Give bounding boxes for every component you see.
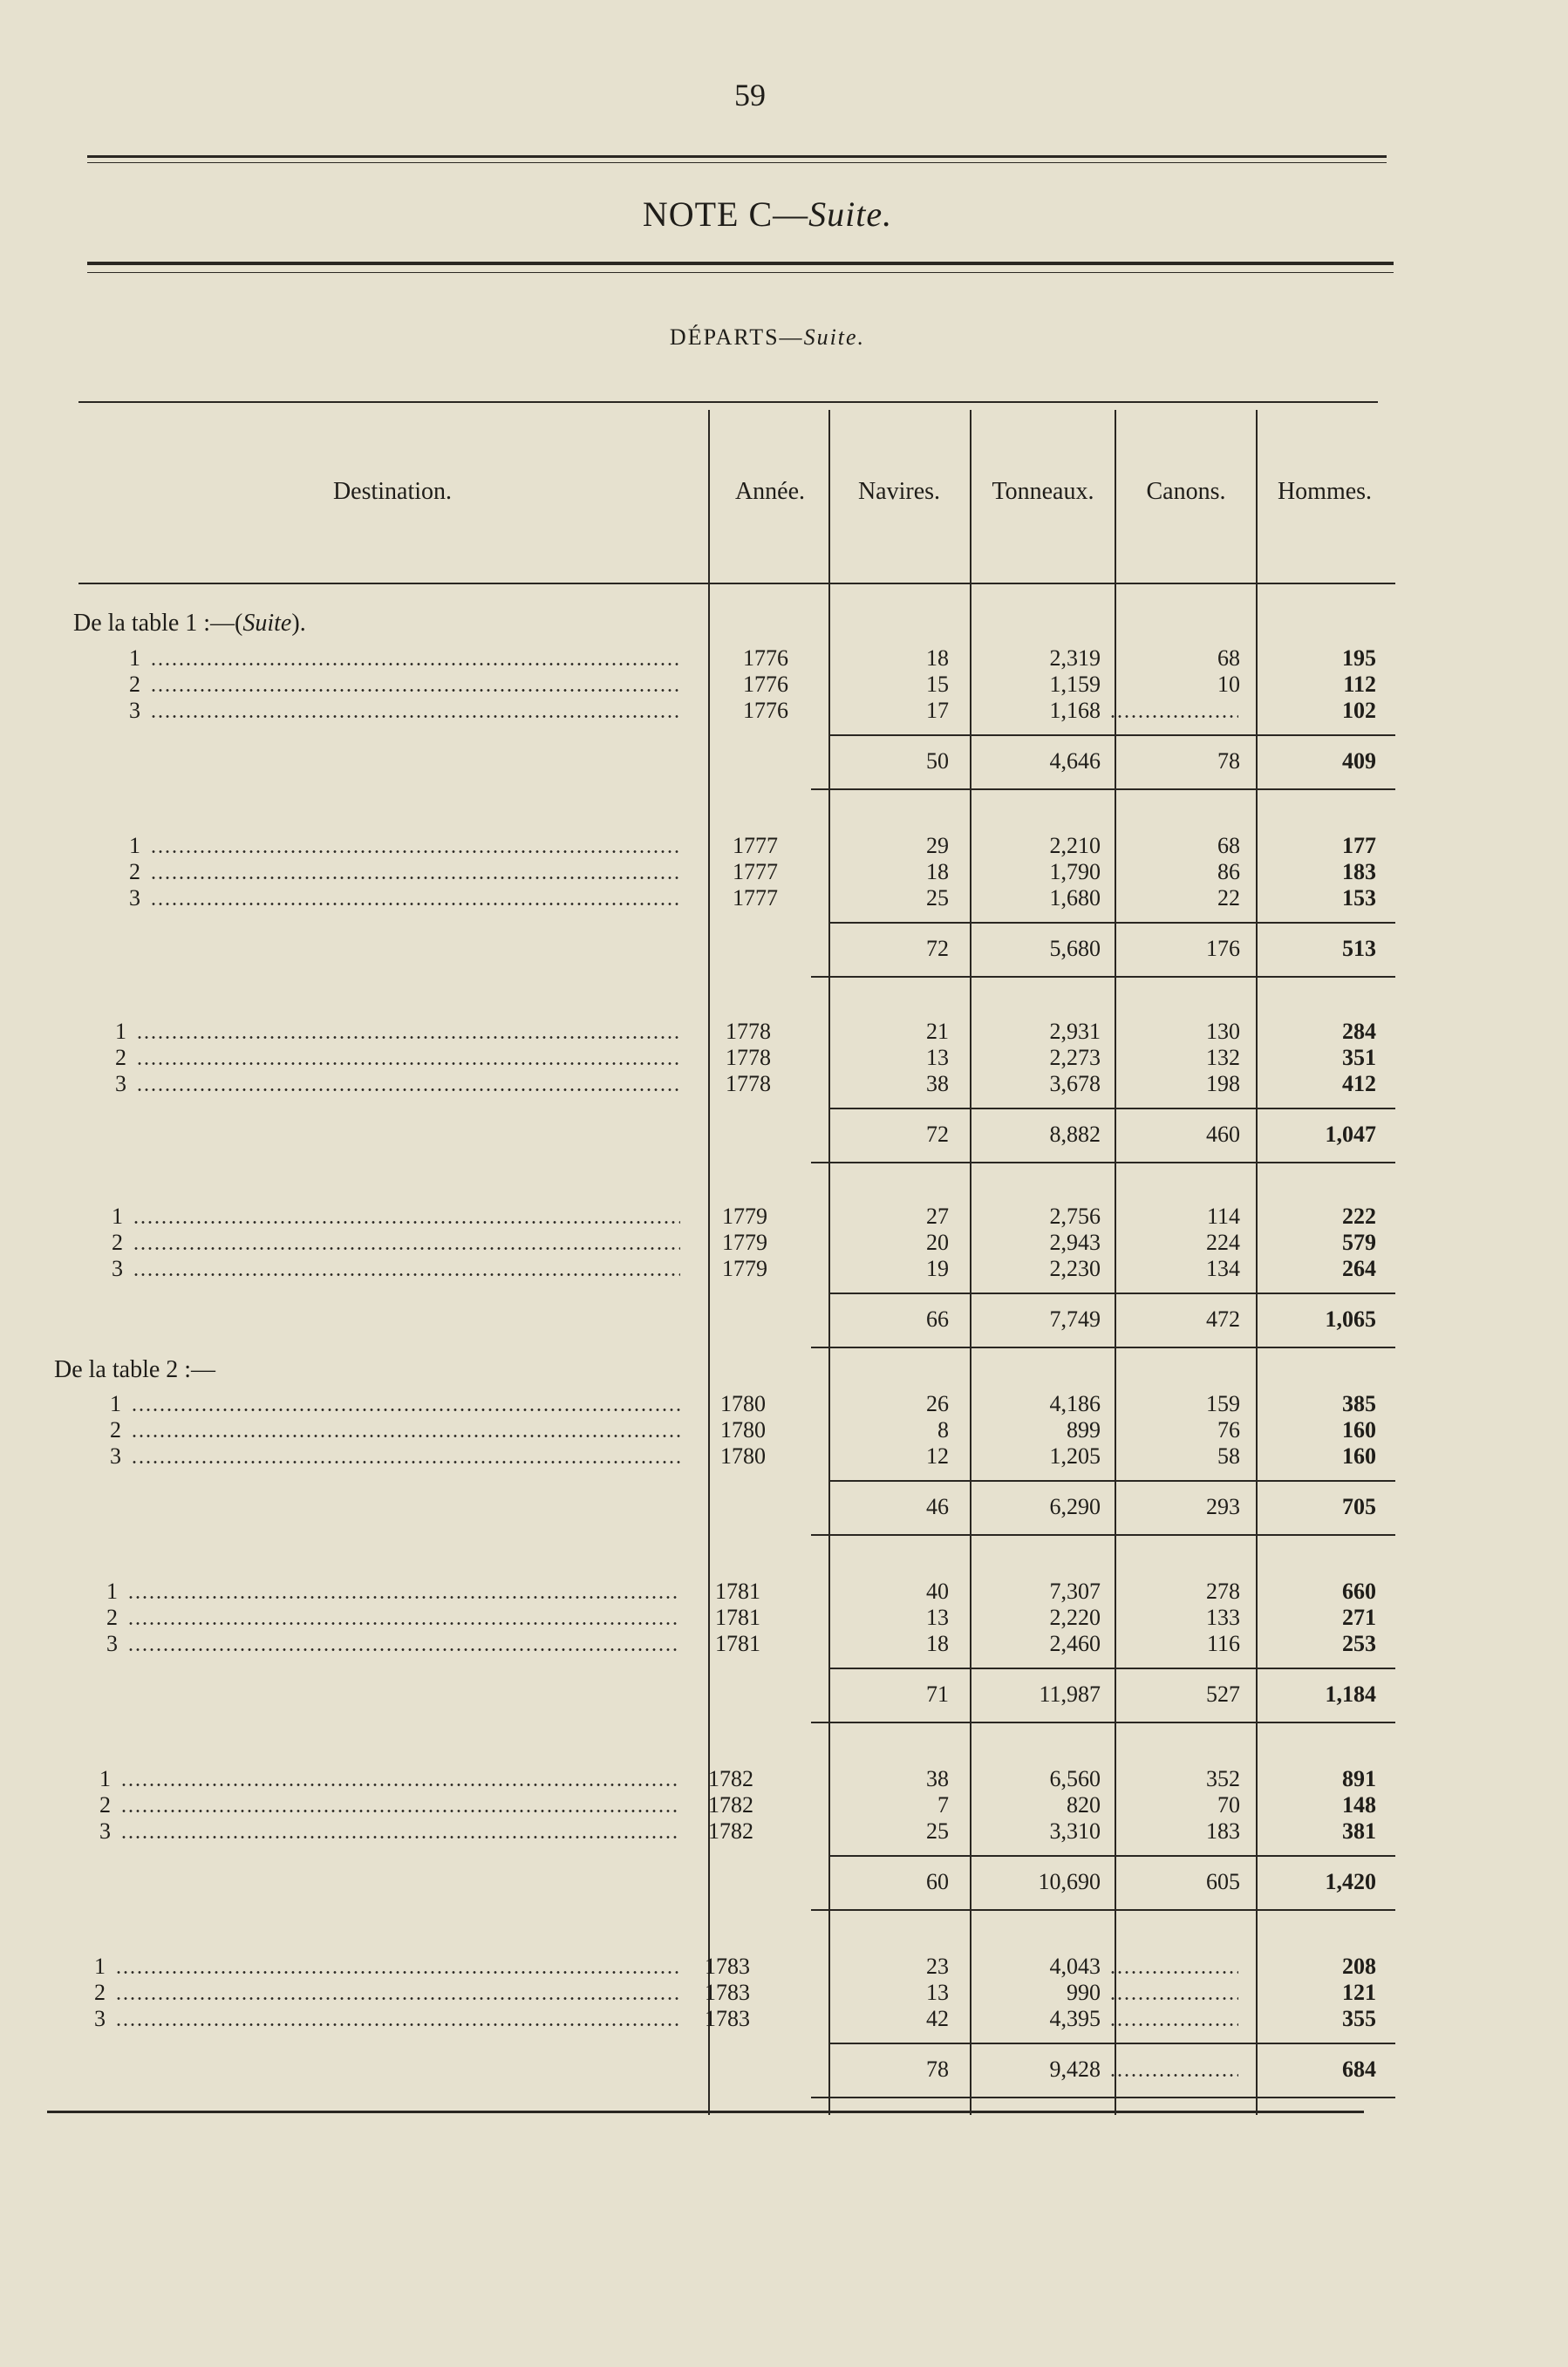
row-annee: 1778 [726, 1071, 771, 1096]
row-hommes: 160 [1342, 1417, 1376, 1443]
row-navires: 18 [926, 859, 949, 884]
row-hommes: 183 [1342, 859, 1376, 884]
column-header-destination: Destination. [332, 478, 453, 505]
total-navires: 72 [926, 1122, 949, 1147]
empty-value-leader [1109, 1997, 1238, 2000]
row-canons: 22 [1217, 885, 1240, 911]
row-tonneaux: 3,310 [1049, 1818, 1101, 1844]
total-navires: 60 [926, 1869, 949, 1894]
dot-leader [115, 1971, 680, 1974]
row-navires: 17 [926, 698, 949, 723]
dot-leader [115, 2023, 680, 2026]
row-tonneaux: 899 [1067, 1417, 1101, 1443]
total-hommes: 1,184 [1325, 1681, 1376, 1707]
row-hommes: 208 [1342, 1954, 1376, 1979]
row-annee: 1777 [733, 833, 778, 858]
total-canons: 293 [1206, 1494, 1240, 1519]
row-canons: 278 [1206, 1579, 1240, 1604]
row-tonneaux: 6,560 [1049, 1766, 1101, 1791]
total-canons: 605 [1206, 1869, 1240, 1894]
sum-rule [828, 2043, 1395, 2044]
title-rule-thin [87, 272, 1394, 273]
dot-leader [150, 689, 680, 692]
row-tonneaux: 1,159 [1049, 672, 1101, 697]
row-tonneaux: 2,273 [1049, 1045, 1101, 1070]
row-annee: 1776 [743, 645, 788, 671]
total-hommes: 1,065 [1325, 1306, 1376, 1332]
dot-leader [150, 850, 680, 853]
dot-leader [133, 1273, 680, 1276]
row-canons: 58 [1217, 1443, 1240, 1469]
row-tonneaux: 3,678 [1049, 1071, 1101, 1096]
sum-rule [828, 1855, 1395, 1857]
row-hommes: 355 [1342, 2006, 1376, 2031]
row-canons: 133 [1206, 1605, 1240, 1630]
row-navires: 7 [937, 1792, 949, 1818]
row-annee: 1776 [743, 672, 788, 697]
total-navires: 46 [926, 1494, 949, 1519]
row-destination: 3 [106, 1631, 118, 1656]
sum-rule [828, 1108, 1395, 1109]
row-tonneaux: 2,931 [1049, 1019, 1101, 1044]
row-annee: 1781 [715, 1605, 760, 1630]
total-canons: 460 [1206, 1122, 1240, 1147]
total-tonneaux: 10,690 [1038, 1869, 1101, 1894]
note-title [523, 194, 1012, 235]
title-rule-thick [87, 262, 1394, 265]
column-header-annee: Année. [734, 478, 806, 505]
row-destination: 1 [129, 645, 140, 671]
row-annee: 1777 [733, 859, 778, 884]
total-bottom-rule [811, 788, 1395, 790]
row-hommes: 351 [1342, 1045, 1376, 1070]
table-bottom-rule [47, 2111, 1364, 2113]
sum-rule [828, 1480, 1395, 1482]
row-destination: 3 [115, 1071, 126, 1096]
row-navires: 13 [926, 1605, 949, 1630]
total-navires: 78 [926, 2057, 949, 2082]
total-bottom-rule [811, 976, 1395, 978]
dot-leader [150, 663, 680, 665]
dot-leader [127, 1648, 680, 1651]
row-destination: 1 [115, 1019, 126, 1044]
row-canons: 76 [1217, 1417, 1240, 1443]
header-rule-thin [87, 162, 1387, 163]
row-hommes: 381 [1342, 1818, 1376, 1844]
row-hommes: 284 [1342, 1019, 1376, 1044]
row-navires: 13 [926, 1980, 949, 2005]
sum-rule [828, 922, 1395, 924]
row-hommes: 271 [1342, 1605, 1376, 1630]
total-tonneaux: 9,428 [1049, 2057, 1101, 2082]
row-destination: 2 [115, 1045, 126, 1070]
row-navires: 40 [926, 1579, 949, 1604]
header-bottom-rule [78, 583, 1395, 584]
total-hommes: 705 [1342, 1494, 1376, 1519]
row-destination: 1 [110, 1391, 121, 1416]
row-tonneaux: 2,460 [1049, 1631, 1101, 1656]
row-hommes: 222 [1342, 1204, 1376, 1229]
total-canons: 472 [1206, 1306, 1240, 1332]
column-header-hommes: Hommes. [1277, 478, 1373, 505]
total-bottom-rule [811, 2097, 1395, 2098]
row-canons: 134 [1206, 1256, 1240, 1281]
page-number: 59 [734, 78, 766, 113]
total-tonneaux: 6,290 [1049, 1494, 1101, 1519]
total-navires: 72 [926, 936, 949, 961]
row-canons: 198 [1206, 1071, 1240, 1096]
group-label-table-1: De la table 1 :—(Suite). [73, 610, 306, 637]
dot-leader [120, 1836, 680, 1838]
row-tonneaux: 820 [1067, 1792, 1101, 1818]
row-annee: 1780 [720, 1417, 766, 1443]
row-canons: 10 [1217, 672, 1240, 697]
row-hommes: 121 [1342, 1980, 1376, 2005]
row-destination: 3 [99, 1818, 111, 1844]
total-hommes: 513 [1342, 936, 1376, 961]
row-navires: 25 [926, 1818, 949, 1844]
row-navires: 25 [926, 885, 949, 911]
row-hommes: 660 [1342, 1579, 1376, 1604]
total-hommes: 684 [1342, 2057, 1376, 2082]
row-destination: 3 [129, 885, 140, 911]
row-hommes: 264 [1342, 1256, 1376, 1281]
row-destination: 2 [129, 859, 140, 884]
dot-leader [150, 715, 680, 718]
row-navires: 38 [926, 1766, 949, 1791]
total-bottom-rule [811, 1162, 1395, 1163]
row-hommes: 385 [1342, 1391, 1376, 1416]
row-canons: 116 [1206, 1631, 1240, 1656]
note-title-main: NOTE C— [642, 194, 809, 234]
row-tonneaux: 2,756 [1049, 1204, 1101, 1229]
row-hommes: 153 [1342, 885, 1376, 911]
dot-leader [120, 1784, 680, 1786]
row-tonneaux: 1,790 [1049, 859, 1101, 884]
row-tonneaux: 4,186 [1049, 1391, 1101, 1416]
row-canons: 114 [1206, 1204, 1240, 1229]
row-canons: 132 [1206, 1045, 1240, 1070]
row-tonneaux: 2,230 [1049, 1256, 1101, 1281]
row-hommes: 148 [1342, 1792, 1376, 1818]
row-canons: 68 [1217, 645, 1240, 671]
row-navires: 13 [926, 1045, 949, 1070]
dot-leader [131, 1409, 680, 1411]
row-canons: 159 [1206, 1391, 1240, 1416]
sum-rule [828, 1293, 1395, 1294]
column-header-tonneaux: Tonneaux. [992, 478, 1094, 505]
row-annee: 1781 [715, 1631, 760, 1656]
row-tonneaux: 4,395 [1049, 2006, 1101, 2031]
row-destination: 1 [99, 1766, 111, 1791]
row-canons: 68 [1217, 833, 1240, 858]
total-navires: 66 [926, 1306, 949, 1332]
row-annee: 1783 [705, 1954, 750, 1979]
total-navires: 50 [926, 748, 949, 774]
dot-leader [131, 1435, 680, 1437]
row-tonneaux: 2,943 [1049, 1230, 1101, 1255]
sum-rule [828, 1668, 1395, 1669]
row-annee: 1782 [708, 1792, 753, 1818]
row-navires: 8 [937, 1417, 949, 1443]
row-annee: 1778 [726, 1045, 771, 1070]
row-annee: 1780 [720, 1443, 766, 1469]
row-canons: 70 [1217, 1792, 1240, 1818]
row-destination: 2 [129, 672, 140, 697]
row-annee: 1782 [708, 1766, 753, 1791]
dot-leader [136, 1062, 680, 1065]
row-hommes: 112 [1343, 672, 1376, 697]
row-navires: 21 [926, 1019, 949, 1044]
total-tonneaux: 5,680 [1049, 936, 1101, 961]
total-navires: 71 [926, 1681, 949, 1707]
row-navires: 19 [926, 1256, 949, 1281]
column-header-navires: Navires. [857, 478, 941, 505]
row-canons: 86 [1217, 859, 1240, 884]
dot-leader [120, 1810, 680, 1812]
row-tonneaux: 2,220 [1049, 1605, 1101, 1630]
total-tonneaux: 7,749 [1049, 1306, 1101, 1332]
section-title-main: DÉPARTS— [669, 324, 804, 350]
row-navires: 42 [926, 2006, 949, 2031]
row-navires: 27 [926, 1204, 949, 1229]
dot-leader [136, 1088, 680, 1091]
row-destination: 3 [129, 698, 140, 723]
total-canons: 78 [1217, 748, 1240, 774]
total-bottom-rule [811, 1534, 1395, 1536]
empty-value-leader [1109, 2023, 1238, 2026]
dot-leader [133, 1221, 680, 1224]
row-annee: 1778 [726, 1019, 771, 1044]
total-canons: 527 [1206, 1681, 1240, 1707]
column-header-canons: Canons. [1146, 478, 1226, 505]
row-navires: 18 [926, 1631, 949, 1656]
row-tonneaux: 990 [1067, 1980, 1101, 2005]
row-hommes: 102 [1342, 698, 1376, 723]
row-destination: 2 [99, 1792, 111, 1818]
row-hommes: 412 [1342, 1071, 1376, 1096]
row-tonneaux: 1,168 [1049, 698, 1101, 723]
dot-leader [127, 1596, 680, 1599]
column-divider-annee [708, 410, 710, 2115]
row-hommes: 579 [1342, 1230, 1376, 1255]
dot-leader [131, 1461, 680, 1463]
empty-value-leader [1109, 1971, 1238, 1974]
group-label-table-2: De la table 2 :— [54, 1356, 216, 1383]
dot-leader [115, 1997, 680, 2000]
row-destination: 2 [94, 1980, 106, 2005]
row-destination: 2 [112, 1230, 123, 1255]
total-tonneaux: 4,646 [1049, 748, 1101, 774]
row-hommes: 195 [1342, 645, 1376, 671]
row-destination: 3 [110, 1443, 121, 1469]
row-canons: 183 [1206, 1818, 1240, 1844]
row-annee: 1777 [733, 885, 778, 911]
row-canons: 352 [1206, 1766, 1240, 1791]
row-destination: 1 [129, 833, 140, 858]
row-navires: 15 [926, 672, 949, 697]
row-tonneaux: 2,210 [1049, 833, 1101, 858]
total-tonneaux: 11,987 [1039, 1681, 1101, 1707]
dot-leader [127, 1622, 680, 1625]
row-destination: 1 [106, 1579, 118, 1604]
row-annee: 1783 [705, 2006, 750, 2031]
row-annee: 1783 [705, 1980, 750, 2005]
row-navires: 26 [926, 1391, 949, 1416]
row-navires: 23 [926, 1954, 949, 1979]
row-destination: 2 [110, 1417, 121, 1443]
header-rule-top [87, 155, 1387, 158]
note-title-suite: Suite. [808, 194, 893, 234]
row-navires: 12 [926, 1443, 949, 1469]
row-hommes: 891 [1342, 1766, 1376, 1791]
row-hommes: 177 [1342, 833, 1376, 858]
total-hommes: 1,047 [1325, 1122, 1376, 1147]
row-annee: 1781 [715, 1579, 760, 1604]
dot-leader [133, 1247, 680, 1250]
row-navires: 29 [926, 833, 949, 858]
row-navires: 18 [926, 645, 949, 671]
row-tonneaux: 4,043 [1049, 1954, 1101, 1979]
row-navires: 20 [926, 1230, 949, 1255]
row-destination: 1 [112, 1204, 123, 1229]
row-annee: 1779 [722, 1230, 767, 1255]
dot-leader [136, 1036, 680, 1039]
row-annee: 1779 [722, 1204, 767, 1229]
dot-leader [150, 903, 680, 905]
total-hommes: 1,420 [1325, 1869, 1376, 1894]
row-navires: 38 [926, 1071, 949, 1096]
row-destination: 1 [94, 1954, 106, 1979]
total-bottom-rule [811, 1347, 1395, 1348]
row-canons: 130 [1206, 1019, 1240, 1044]
row-destination: 3 [112, 1256, 123, 1281]
dot-leader [150, 877, 680, 879]
row-annee: 1780 [720, 1391, 766, 1416]
total-canons: 176 [1206, 936, 1240, 961]
row-hommes: 160 [1342, 1443, 1376, 1469]
row-destination: 2 [106, 1605, 118, 1630]
row-annee: 1776 [743, 698, 788, 723]
total-bottom-rule [811, 1909, 1395, 1911]
row-annee: 1779 [722, 1256, 767, 1281]
sum-rule [828, 734, 1395, 736]
row-hommes: 253 [1342, 1631, 1376, 1656]
section-title-suite: Suite. [803, 324, 866, 350]
total-hommes: 409 [1342, 748, 1376, 774]
row-tonneaux: 1,205 [1049, 1443, 1101, 1469]
total-bottom-rule [811, 1722, 1395, 1723]
table-top-rule [78, 401, 1378, 403]
empty-value-leader [1109, 715, 1238, 718]
row-tonneaux: 7,307 [1049, 1579, 1101, 1604]
row-annee: 1782 [708, 1818, 753, 1844]
row-tonneaux: 2,319 [1049, 645, 1101, 671]
row-destination: 3 [94, 2006, 106, 2031]
row-canons: 224 [1206, 1230, 1240, 1255]
total-tonneaux: 8,882 [1049, 1122, 1101, 1147]
empty-total-leader [1109, 2074, 1238, 2077]
section-title [558, 324, 977, 351]
row-tonneaux: 1,680 [1049, 885, 1101, 911]
